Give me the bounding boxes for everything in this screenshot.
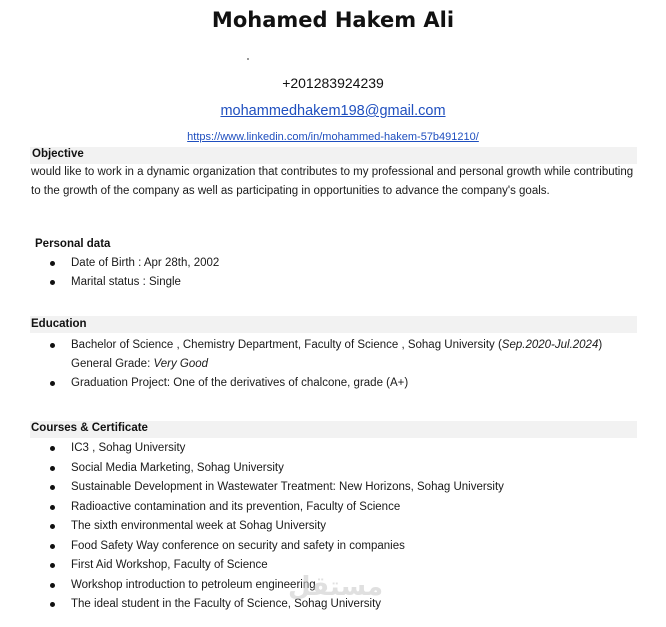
grade-value: Very Good (153, 358, 209, 370)
personal-data-list (31, 254, 637, 291)
list-item: Radioactive contamination and its prevention, Faculty of Science (31, 498, 637, 518)
bullet-icon (50, 446, 55, 451)
bullet-icon (50, 583, 55, 588)
list-item: Workshop introduction to petroleum engineering (31, 576, 637, 596)
bullet-icon (50, 466, 55, 471)
education-list (31, 336, 637, 393)
bullet-icon (50, 563, 55, 568)
grade-line: General Grade: Very Good (71, 358, 209, 370)
personal-data-title: Personal data (35, 238, 111, 250)
list-item (31, 374, 637, 393)
education-header-band (30, 316, 637, 333)
list-item: Food Safety Way conference on security and safety in companies (31, 537, 637, 557)
bullet-icon (50, 280, 55, 285)
list-item: The sixth environmental week at Sohag University (31, 517, 637, 537)
candidate-name: Mohamed Hakem Ali (211, 8, 455, 32)
education-title: Education (31, 318, 87, 330)
list-item (31, 254, 637, 273)
watermark-logo: مستقل (288, 572, 384, 602)
phone-number: +201283924239 (282, 75, 384, 91)
email-line (0, 103, 666, 119)
stray-dot (247, 58, 249, 60)
bullet-icon (50, 505, 55, 510)
bullet-icon (50, 524, 55, 529)
list-item: Sustainable Development in Wastewater Treatment: New Horizons, Sohag University (31, 478, 637, 498)
objective-header-band (30, 147, 637, 164)
linkedin-line (0, 131, 666, 143)
list-item (31, 336, 637, 374)
list-item: Social Media Marketing, Sohag University (31, 459, 637, 479)
objective-title: Objective (32, 148, 84, 160)
bullet-icon (50, 261, 55, 266)
bullet-icon (50, 485, 55, 490)
degree-line: Bachelor of Science , Chemistry Department, Faculty of Science , Sohag University (Sep.2020-Jul.2024) (71, 339, 603, 351)
objective-text: would like to work in a dynamic organization that contributes to my professional and personal growth while contributing to the growth of the company as well as participating in opportunities to advance the company's goals. (31, 166, 634, 197)
list-item: First Aid Workshop, Faculty of Science (31, 556, 637, 576)
marital-status: Marital status : Single (71, 275, 181, 288)
courses-title: Courses & Certificate (31, 422, 148, 434)
bullet-icon (50, 602, 55, 607)
bullet-icon (50, 343, 55, 348)
list-item (31, 273, 637, 292)
email-link[interactable]: mohammedhakem198@gmail.com (220, 103, 446, 119)
date-of-birth: Date of Birth : Apr 28th, 2002 (71, 257, 220, 269)
list-item: The ideal student in the Faculty of Science, Sohag University (31, 595, 637, 615)
degree-dates: Sep.2020-Jul.2024 (501, 339, 599, 351)
bullet-icon (50, 544, 55, 549)
graduation-project: Graduation Project: One of the derivatives of chalcone, grade (A+) (71, 377, 409, 389)
linkedin-link[interactable]: https://www.linkedin.com/in/mohammed-hakem-57b491210/ (187, 131, 479, 143)
list-item: IC3 , Sohag University (31, 439, 637, 459)
bullet-icon (50, 381, 55, 386)
